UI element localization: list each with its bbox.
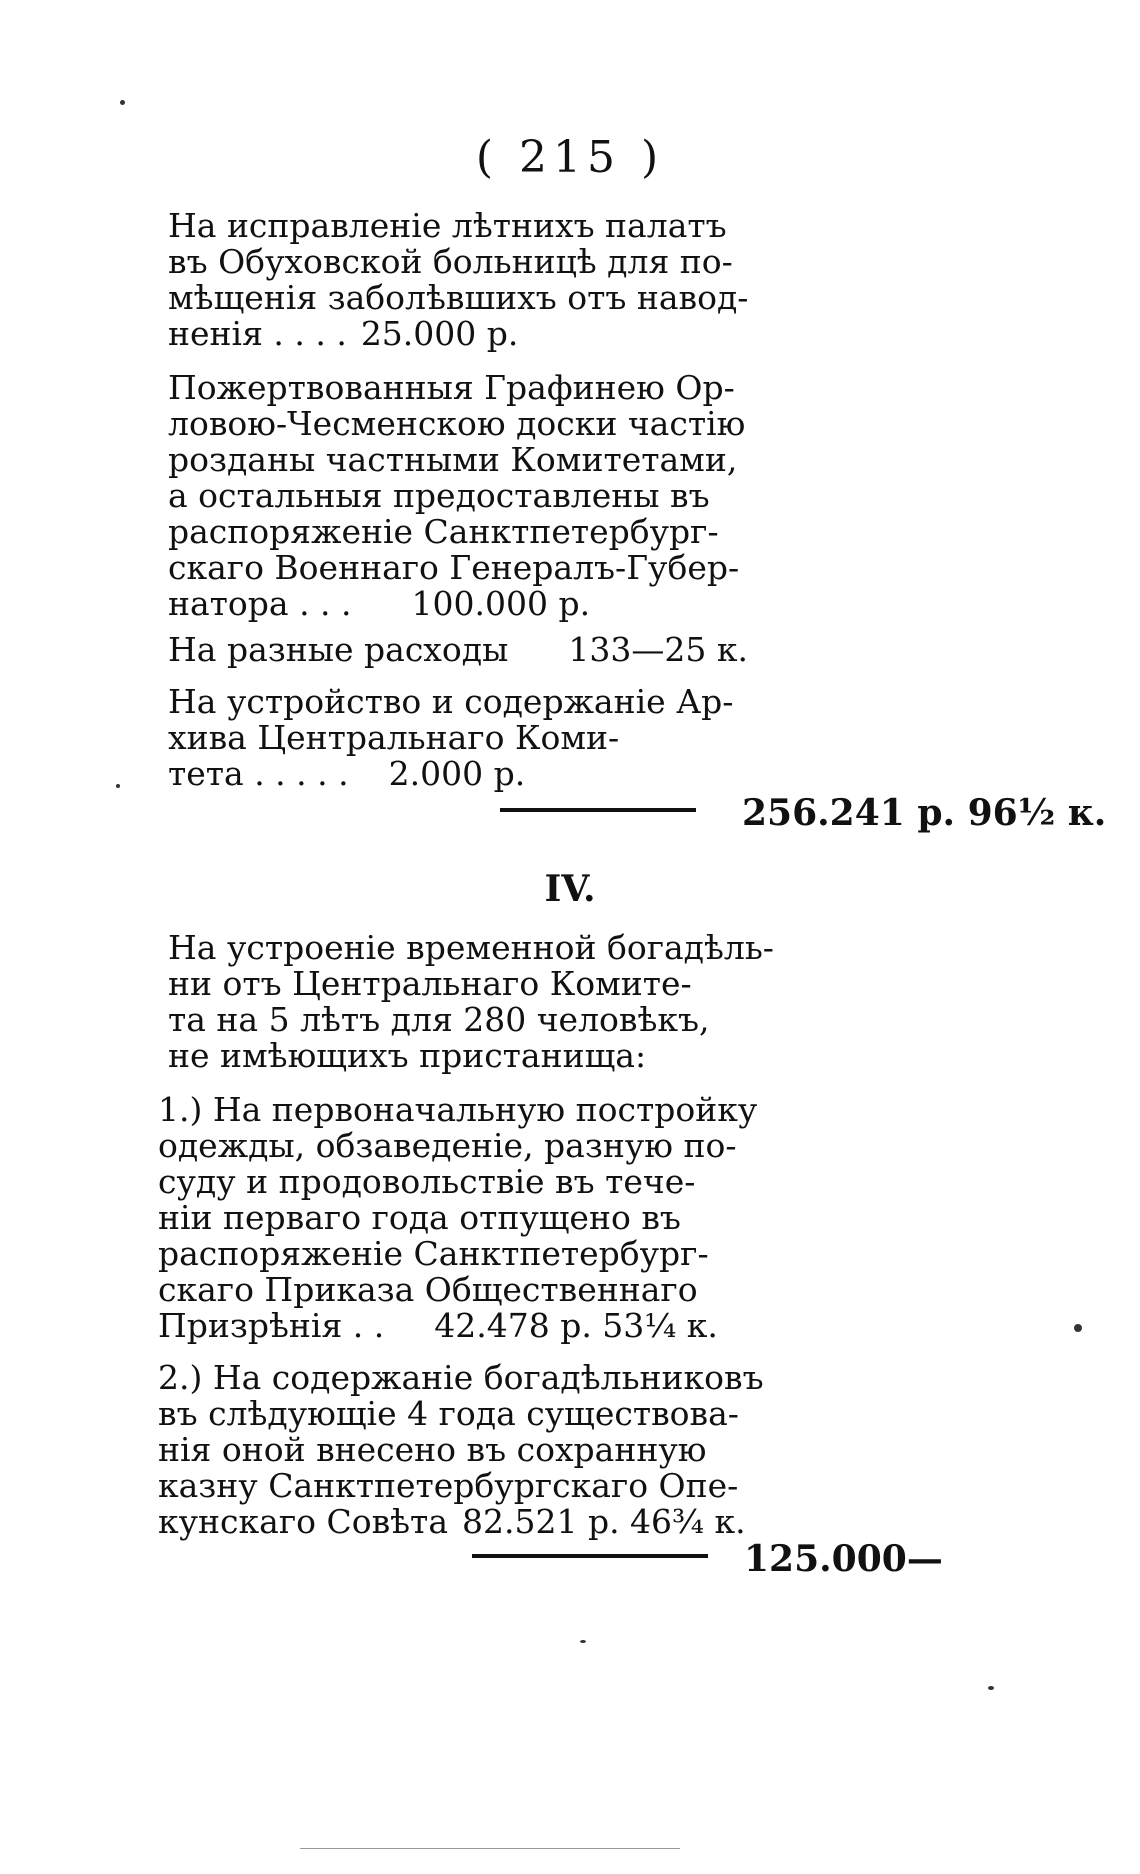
entry-line: хива Центральнаго Коми- xyxy=(168,718,620,757)
ink-speck xyxy=(1074,1324,1082,1332)
entry-text xyxy=(168,368,746,623)
entry-text xyxy=(168,206,749,353)
item-1 xyxy=(158,1090,758,1345)
entry-line: натора . . . xyxy=(168,584,352,623)
page-number: ( 215 ) xyxy=(475,132,665,183)
entry-line: Призрѣнія . . xyxy=(158,1306,385,1345)
entry-2 xyxy=(168,368,746,623)
entry-text xyxy=(168,928,774,1075)
entry-text xyxy=(158,1358,764,1541)
entry-line: На исправленіе лѣтнихъ палатъ xyxy=(168,206,727,245)
entry-line: ни отъ Центральнаго Комите- xyxy=(168,964,692,1003)
entry-line: кунскаго Совѣта xyxy=(158,1502,448,1541)
entry-line: въ Обуховской больницѣ для по- xyxy=(168,242,733,281)
entry-line: распоряженіе Санктпетербург- xyxy=(158,1234,709,1273)
entry-line: въ слѣдующіе 4 года существова- xyxy=(158,1394,739,1433)
entry-line: На разные расходы xyxy=(168,630,509,669)
entry-line: не имѣющихъ пристанища: xyxy=(168,1036,647,1075)
entry-line: казну Санктпетербургскаго Опе- xyxy=(158,1466,739,1505)
entry-line: ненія . . . . xyxy=(168,314,347,353)
intro-paragraph xyxy=(168,928,774,1075)
entry-amount: 133—25 к. xyxy=(568,630,748,669)
entry-line: На устроеніе временной богадѣль- xyxy=(168,928,774,967)
entry-4 xyxy=(168,682,734,793)
entry-line: суду и продовольствіе въ тече- xyxy=(158,1162,696,1201)
entry-text xyxy=(168,630,748,669)
ink-speck xyxy=(116,784,120,788)
ink-speck xyxy=(580,1640,586,1643)
entry-line: скаго Военнаго Генералъ-Губер- xyxy=(168,548,740,587)
entry-amount: 82.521 р. 46¾ к. xyxy=(462,1502,746,1541)
ink-speck xyxy=(988,1686,994,1690)
page-bottom-edge xyxy=(300,1848,680,1849)
section-heading: IV. xyxy=(544,868,596,910)
entry-line: Пожертвованныя Графинею Ор- xyxy=(168,368,735,407)
entry-text xyxy=(168,682,734,793)
entry-line: мѣщенія заболѣвшихъ отъ навод- xyxy=(168,278,749,317)
entry-line: одежды, обзаведеніе, разную по- xyxy=(158,1126,737,1165)
entry-line: тета . . . . . xyxy=(168,754,349,793)
ink-speck xyxy=(120,100,125,105)
entry-line: розданы частными Комитетами, xyxy=(168,440,738,479)
section-total: 256.241 р. 96½ к. xyxy=(742,792,1107,834)
entry-line: 2.) На содержаніе богадѣльниковъ xyxy=(158,1358,764,1397)
entry-line: нія оной внесено въ сохранную xyxy=(158,1430,707,1469)
item-2 xyxy=(158,1358,764,1541)
entry-line: а остальныя предоставлены въ xyxy=(168,476,710,515)
entry-text xyxy=(158,1090,758,1345)
entry-line: ніи перваго года отпущено въ xyxy=(158,1198,681,1237)
sum-rule xyxy=(500,808,696,812)
entry-line: ловою-Чесменскою доски частію xyxy=(168,404,746,443)
entry-line: та на 5 лѣтъ для 280 человѣкъ, xyxy=(168,1000,710,1039)
section-total: 125.000— xyxy=(744,1538,943,1580)
entry-line: скаго Приказа Общественнаго xyxy=(158,1270,698,1309)
entry-1 xyxy=(168,206,749,353)
entry-3 xyxy=(168,630,748,669)
entry-amount: 42.478 р. 53¼ к. xyxy=(434,1306,718,1345)
entry-line: распоряженіе Санктпетербург- xyxy=(168,512,719,551)
entry-line: На устройство и содержаніе Ар- xyxy=(168,682,734,721)
entry-line: 1.) На первоначальную постройку xyxy=(158,1090,758,1129)
sum-rule xyxy=(472,1554,708,1558)
entry-amount: 2.000 р. xyxy=(388,754,526,793)
entry-amount: 25.000 р. xyxy=(360,314,519,353)
entry-amount: 100.000 р. xyxy=(411,584,591,623)
